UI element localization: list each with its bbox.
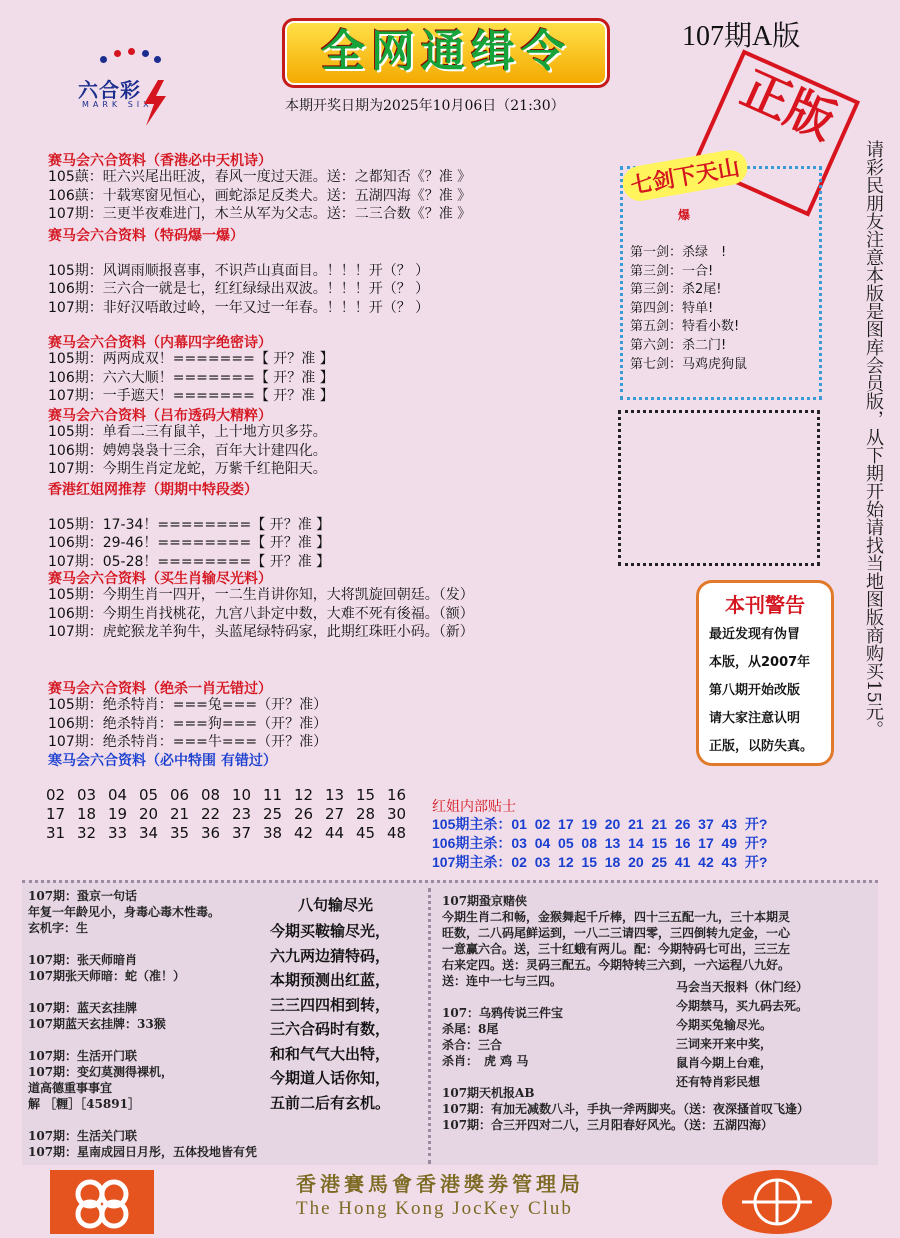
number-cell: 42 — [294, 824, 314, 842]
logo-subtitle: MARK SIX — [82, 100, 153, 109]
number-cell: 45 — [356, 824, 376, 842]
lower-right-line: 107期：合三开四对二八，三月阳春好风光。（送：五湖四海） — [442, 1118, 774, 1132]
lower-left-line: 107期：蓝天玄挂牌 — [28, 1001, 138, 1015]
section-line: 107期：05-28！========【 开？准 】 — [48, 553, 331, 570]
inner-tips-title: 红姐内部贴士 — [432, 799, 516, 815]
section-title: 赛马会六合资料（香港必中天机诗） — [48, 153, 272, 169]
number-cell: 21 — [170, 805, 190, 823]
number-cell: 03 — [77, 786, 97, 804]
sword-item: 第七剑：马鸡虎狗鼠 — [630, 356, 748, 372]
warning-text — [709, 621, 813, 761]
horse-line: 今期禁马，买九码去死。 — [676, 999, 809, 1013]
poem-line: 六九两边猜特码， — [270, 946, 391, 965]
number-cell: 17 — [46, 805, 66, 823]
inner-tip-line: 107期主杀：02 03 12 15 18 20 25 41 42 43 开? — [432, 854, 768, 870]
number-cell: 05 — [139, 786, 159, 804]
poem-line: 三三四四相到转， — [270, 995, 391, 1014]
warning-line: 请大家注意认明 — [709, 711, 801, 726]
number-cell: 27 — [325, 805, 345, 823]
number-cell: 25 — [263, 805, 283, 823]
lottery-emblem-icon — [50, 1170, 154, 1234]
lower-right-line: 107：乌鸦传说三件宝 — [442, 1006, 564, 1020]
lower-left-line: 年复一年龄见小，身毒心毒木性毒。 — [28, 905, 221, 919]
stamp-text: 正版 — [732, 60, 844, 151]
number-row — [46, 805, 418, 823]
number-cell: 08 — [201, 786, 221, 804]
number-cell: 34 — [139, 824, 159, 842]
lottery-logo — [50, 1170, 154, 1234]
number-cell: 31 — [46, 824, 66, 842]
lower-left-line: 107期：变幻莫测得裸机， — [28, 1065, 174, 1079]
number-cell: 36 — [201, 824, 221, 842]
section-line: 106期：绝杀特肖：===狗===（开？准） — [48, 715, 328, 732]
draw-date: 本期开奖日期为2025年10月06日（21:30） — [285, 98, 565, 114]
lower-left-line: 玄机字：生 — [28, 921, 89, 935]
number-cell: 48 — [387, 824, 407, 842]
lower-left-line: 107期：生活关门联 — [28, 1129, 138, 1143]
logo-dot — [154, 56, 161, 63]
sword-item: 第三剑：一合! — [630, 263, 714, 279]
poem-line: 今期买鞍输尽光， — [270, 922, 391, 940]
horse-line: 三词来开来中奖， — [676, 1037, 773, 1051]
section-title: 香港红姐网推荐（期期中特段娄） — [48, 482, 258, 498]
warning-box — [696, 580, 834, 766]
section-line: 106期：三六合一就是七，红红绿绿出双波。！！！开（？ ） — [48, 281, 430, 297]
burst-label: 爆 — [678, 208, 691, 222]
lower-right-line: 杀尾：8尾 — [442, 1022, 499, 1036]
section-line: 107期：绝杀特肖：===牛===（开？准） — [48, 734, 328, 750]
poem-line: 五前二后有玄机。 — [270, 1093, 391, 1112]
number-cell: 19 — [108, 805, 128, 823]
poem-lines — [270, 919, 390, 1115]
number-row — [46, 786, 418, 804]
poem-line: 三六合码时有数， — [270, 1020, 391, 1038]
poem-title: 八句输尽光 — [298, 896, 374, 914]
lower-divider — [428, 888, 431, 1164]
poem-line: 和和气气大出特， — [270, 1044, 391, 1063]
number-cell: 15 — [356, 786, 376, 804]
lower-right-line: 送：连中一七与三四。 — [442, 974, 563, 988]
page-title-banner — [282, 18, 610, 88]
section-line: 105期：单看二三有鼠羊，上十地方贝多芬。 — [48, 424, 327, 440]
sword-item: 第四剑：特单! — [630, 300, 714, 316]
section-line: 105期：两两成双！=======【 开？准 】 — [48, 351, 334, 367]
number-cell: 26 — [294, 805, 314, 823]
sword-item: 第三剑：杀2尾! — [630, 282, 722, 298]
section-line: 107期：三更半夜难进门，木兰从军为父志。送：二三合数《？准 》 — [48, 206, 472, 222]
horse-line: 还有特肖彩民想 — [676, 1075, 761, 1089]
empty-dotted-box — [618, 410, 820, 566]
number-cell: 32 — [77, 824, 97, 842]
poem-line: 今期道人话你知， — [270, 1069, 391, 1087]
section-line: 107期：今期生肖定龙蛇，万紫千红艳阳天。 — [48, 461, 327, 477]
warning-line: 第八期开始改版 — [709, 683, 801, 698]
horse-report-lines — [676, 997, 808, 1092]
number-cell: 11 — [263, 786, 283, 804]
lower-left-line: 道高德重事事宜 — [28, 1081, 113, 1095]
logo-dot — [142, 50, 149, 57]
inner-tip-line: 106期主杀：03 04 05 08 13 14 15 16 17 49 开? — [432, 835, 768, 851]
number-cell: 20 — [139, 805, 159, 823]
lower-right-line: 107期：有加无减数八斗，手执一斧两脚夹。（送：夜深搔首叹飞逢） — [442, 1102, 810, 1116]
warning-line: 本版，从2007年 — [709, 655, 811, 670]
section-line: 106期：娉娉袅袅十三余，百年大计建四化。 — [48, 442, 327, 459]
inner-tip-line: 105期主杀：01 02 17 19 20 21 21 26 37 43 开? — [432, 816, 768, 832]
number-cell: 44 — [325, 824, 345, 842]
lower-right-line: 今期生肖二和畅，金猴舞起千斤棒，四十三五配一九，三十本期灵 — [442, 910, 791, 924]
number-cell: 30 — [387, 805, 407, 823]
logo-text: 六合彩 — [78, 78, 141, 102]
number-cell: 33 — [108, 824, 128, 842]
lower-right-line: 杀肖： 虎 鸡 马 — [442, 1054, 529, 1068]
poem-line: 本期预测出红蓝， — [270, 971, 391, 989]
number-row — [46, 824, 418, 842]
lower-right-line: 107期蛩京赌侠 — [442, 894, 528, 908]
number-cell: 12 — [294, 786, 314, 804]
section-title: 赛马会六合资料（吕布透码大精粹） — [48, 408, 272, 424]
logo-dot — [114, 50, 121, 57]
section-line: 107期：一手遮天！=======【 开？准 】 — [48, 388, 334, 404]
section-line: 106蕻：十载寒窗见恒心，画蛇添足反类犬。送：五湖四海《？准 》 — [48, 187, 472, 204]
lower-right-line: 一意赢六合。送，三十红蛾有两儿。配：今期特码七可出，三三左 — [442, 942, 791, 956]
warning-line: 正版，以防失真。 — [709, 739, 814, 754]
jockey-emblem-icon — [722, 1170, 832, 1234]
section-line: 106期：六六大顺！=======【 开？准 】 — [48, 369, 334, 386]
lower-right-line: 旺数，二八码尾鲜运到，一八二三请四零，三四倒转九定金，一心 — [442, 926, 791, 940]
number-cell: 04 — [108, 786, 128, 804]
warning-title: 本刊警告 — [725, 593, 805, 617]
section-line: 105期：17-34！========【 开？准 】 — [48, 516, 331, 533]
number-cell: 28 — [356, 805, 376, 823]
lower-left-line — [28, 936, 257, 952]
lower-left-line: 107期：生活开门联 — [28, 1049, 138, 1063]
number-cell: 13 — [325, 786, 345, 804]
lower-right-line: 右来定四。送：灵码三配五。今期特转三六到，一六运程八九好。 — [442, 958, 791, 972]
number-cell: 37 — [232, 824, 252, 842]
section-line: 106期：29-46！========【 开？准 】 — [48, 535, 331, 551]
sword-item: 第六剑：杀二门! — [630, 337, 727, 353]
section-line: 105蕻：旺六兴尾出旺波，春风一度过天涯。送：之都知否《？准 》 — [48, 169, 472, 185]
section-line: 106期：今期生肖找桃花，九宫八卦定中数，大难不死有後福。（额） — [48, 605, 474, 622]
lower-left-line: 107期蓝天玄挂牌：33猴 — [28, 1017, 166, 1031]
section-title: 赛马会六合资料（特码爆一爆） — [48, 228, 244, 244]
horse-line: 鼠肖今期上台难， — [676, 1056, 773, 1070]
number-cell: 38 — [263, 824, 283, 842]
side-notice: 请彩民朋友注意本版是图库会员版，从下期开始请找当地图版商购买15元。 — [863, 140, 884, 739]
section-line: 105期：今期生肖一四开，一二生肖讲你知，大将凯旋回朝廷。（发） — [48, 587, 474, 603]
edition-label: 107期A版 — [682, 21, 801, 52]
lower-left-line — [28, 1032, 257, 1048]
horse-report-title: 马会当天报料（休门经） — [676, 980, 809, 994]
lower-left-line — [28, 1112, 257, 1128]
number-cell: 02 — [46, 786, 66, 804]
section-title: 赛马会六合资料（绝杀一肖无错过） — [48, 681, 272, 697]
lower-left-line — [28, 984, 257, 1000]
section-title: 赛马会六合资料（买生肖输尽光料） — [48, 571, 272, 587]
sword-item: 第五剑：特看小数! — [630, 319, 740, 335]
number-cell: 18 — [77, 805, 97, 823]
section-line: 105期：风调雨顺报喜事，不识芦山真面目。！！！开（？ ） — [48, 262, 430, 279]
section-line: 105期：绝杀特肖：===兔===（开？准） — [48, 697, 328, 713]
number-cell: 35 — [170, 824, 190, 842]
number-cell: 06 — [170, 786, 190, 804]
footer-english: The Hong Kong JocKey Club — [296, 1198, 573, 1219]
sword-item: 第一剑：杀绿 ! — [630, 245, 727, 260]
section-line: 107期：虎蛇猴龙羊狗牛，头蓝尾绿特码家，此期红珠旺小码。（新） — [48, 624, 474, 640]
warning-line: 最近发现有伪冒 — [709, 627, 801, 642]
lower-right-line: 107期天机报AB — [442, 1086, 535, 1100]
page-title: 全网通缉令 — [321, 26, 571, 77]
section-title: 赛马会六合资料（内幕四字绝密诗） — [48, 335, 272, 351]
logo-dot — [128, 48, 135, 55]
lower-right-line: 杀合：三合 — [442, 1038, 503, 1052]
horse-line: 今期买兔输尽光。 — [676, 1018, 773, 1032]
lower-left-line: 107期：张天师暗肖 — [28, 953, 138, 967]
mark-six-logo — [70, 40, 190, 130]
lightning-icon — [140, 80, 168, 126]
section-title: 寒马会六合资料（必中特围 有错过） — [48, 753, 277, 769]
lower-left-line: 解 ［糎］［45891］ — [28, 1097, 140, 1111]
section-line: 107期：非好汉唔敢过岭，一年又过一年春。！！！开（？ ） — [48, 299, 430, 316]
lower-left-line: 107期：蛩京一句话 — [28, 889, 138, 903]
lower-left-line: 107期张天师暗：蛇（准！） — [28, 969, 186, 983]
number-cell: 16 — [387, 786, 407, 804]
number-cell: 22 — [201, 805, 221, 823]
seven-swords-list — [630, 244, 747, 374]
footer-title: 香港賽馬會香港獎劵管理局 — [296, 1172, 584, 1196]
seven-swords-title: 七剑下天山 — [620, 147, 750, 203]
number-cell: 23 — [232, 805, 252, 823]
number-cell: 10 — [232, 786, 252, 804]
lower-left-line: 107期：星南成园日月彤，五体投地皆有凭 — [28, 1145, 258, 1159]
logo-dot — [100, 56, 107, 63]
jockey-club-logo — [722, 1170, 832, 1234]
lower-left-text — [28, 888, 257, 1160]
